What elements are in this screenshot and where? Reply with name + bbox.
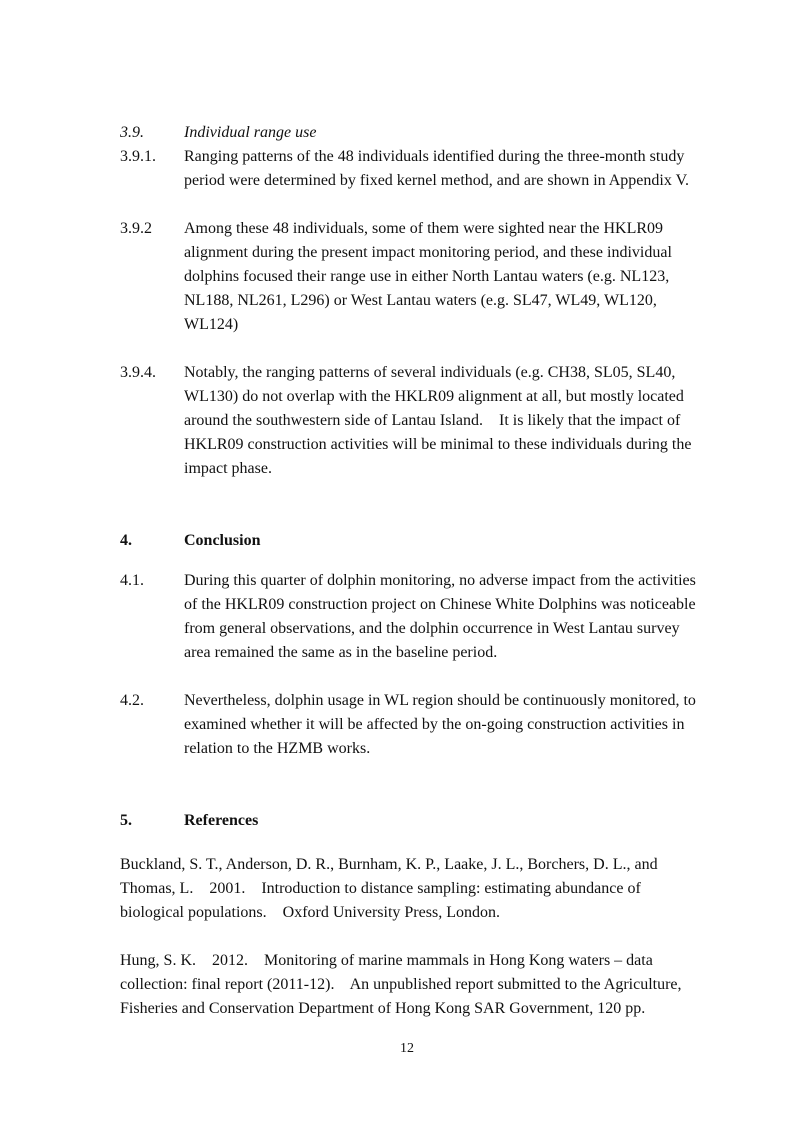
paragraph-line: HKLR09 construction activities will be minimal to these individuals during the: [184, 436, 692, 453]
paragraph-line: Notably, the ranging patterns of several individuals (e.g. CH38, SL05, SL40,: [184, 364, 676, 381]
reference-line: Buckland, S. T., Anderson, D. R., Burnham, K. P., Laake, J. L., Borchers, D. L., and: [120, 856, 658, 873]
paragraph-line: period were determined by fixed kernel method, and are shown in Appendix V.: [184, 172, 690, 189]
paragraph-line: examined whether it will be affected by the on-going construction activities in: [184, 716, 685, 733]
paragraph-line: During this quarter of dolphin monitoring, no adverse impact from the activities: [184, 572, 696, 589]
paragraph-number: 3.9.4.: [120, 364, 156, 381]
paragraph-line: of the HKLR09 construction project on Chinese White Dolphins was noticeable: [184, 596, 696, 613]
paragraph-line: area remained the same as in the baseline period.: [184, 644, 498, 661]
paragraph-line: dolphins focused their range use in either North Lantau waters (e.g. NL123,: [184, 268, 670, 285]
paragraph-line: around the southwestern side of Lantau Island. It is likely that the impact of: [184, 412, 681, 429]
paragraph-line: relation to the HZMB works.: [184, 740, 371, 757]
paragraph-number: 4.2.: [120, 692, 144, 709]
paragraph-line: Among these 48 individuals, some of them were sighted near the HKLR09: [184, 220, 664, 237]
paragraph-line: from general observations, and the dolphin occurrence in West Lantau survey: [184, 620, 680, 637]
paragraph-line: impact phase.: [184, 460, 272, 477]
reference-line: collection: final report (2011-12). An unpublished report submitted to the Agriculture,: [120, 976, 682, 993]
page-number: 12: [400, 1041, 414, 1056]
paragraph-line: WL130) do not overlap with the HKLR09 alignment at all, but mostly located: [184, 388, 684, 405]
paragraph-number: 3.9.1.: [120, 148, 156, 165]
paragraph-number: 3.9.2: [120, 220, 152, 237]
section-title: Individual range use: [184, 124, 317, 141]
paragraph-line: alignment during the present impact monitoring period, and these individual: [184, 244, 672, 261]
paragraph-line: WL124): [184, 316, 239, 333]
paragraph-line: NL188, NL261, L296) or West Lantau waters (e.g. SL47, WL49, WL120,: [184, 292, 657, 309]
section-number: 3.9.: [120, 124, 144, 141]
paragraph-number: 4.1.: [120, 572, 144, 589]
section-number: 5.: [120, 812, 132, 829]
paragraph-line: Nevertheless, dolphin usage in WL region should be continuously monitored, to: [184, 692, 696, 709]
section-title: Conclusion: [184, 532, 261, 549]
paragraph-line: Ranging patterns of the 48 individuals identified during the three-month study: [184, 148, 685, 165]
reference-line: biological populations. Oxford University Press, London.: [120, 904, 500, 921]
reference-line: Fisheries and Conservation Department of Hong Kong SAR Government, 120 pp.: [120, 1000, 646, 1017]
section-title: References: [184, 812, 259, 829]
section-number: 4.: [120, 532, 132, 549]
reference-line: Hung, S. K. 2012. Monitoring of marine mammals in Hong Kong waters – data: [120, 952, 653, 969]
reference-line: Thomas, L. 2001. Introduction to distance sampling: estimating abundance of: [120, 880, 641, 897]
